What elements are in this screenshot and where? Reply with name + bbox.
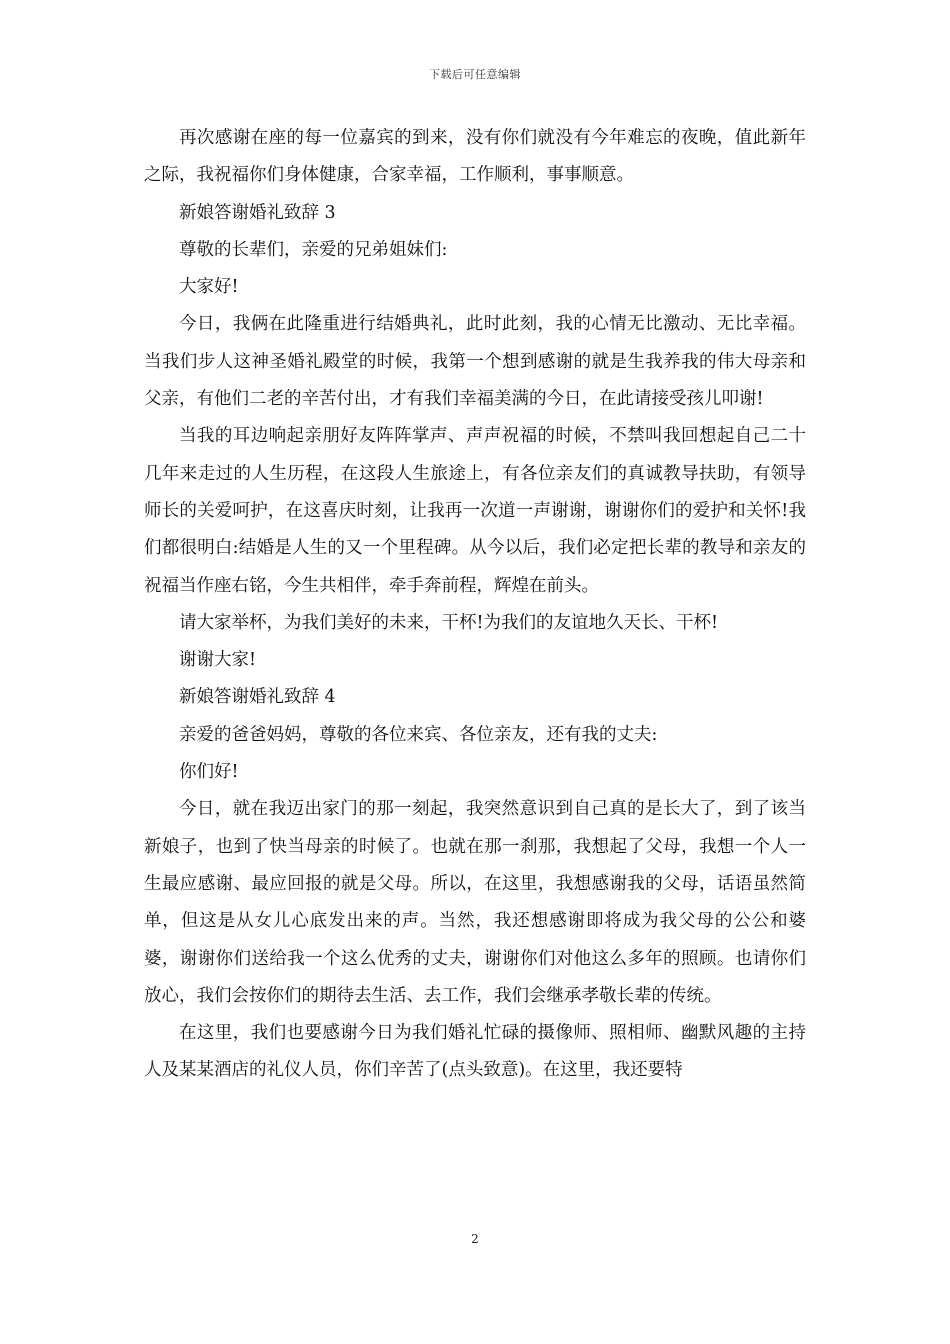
paragraph: 当我的耳边响起亲朋好友阵阵掌声、声声祝福的时候，不禁叫我回想起自己二十几年来走过的人生历程，在这段人生旅途上，有各位亲友们的真诚教导扶助，有领导师长的关爱呵护，在这喜庆时刻，让我再一次道一声谢谢，谢谢你们的爱护和关怀!我们都很明白:结婚是人生的又一个里程碑。从今以后，我们必定把长辈的教导和亲友的祝福当作座右铭，今生共相伴，牵手奔前程，辉煌在前头。 xyxy=(144,426,806,596)
salutation: 亲爱的爸爸妈妈，尊敬的各位来宾、各位亲友，还有我的丈夫: xyxy=(179,724,658,745)
document-body xyxy=(144,120,806,1090)
closing: 谢谢大家! xyxy=(179,650,257,671)
paragraph: 在这里，我们也要感谢今日为我们婚礼忙碌的摄像师、照相师、幽默风趣的主持人及某某酒店的礼仪人员，你们辛苦了(点头致意)。在这里，我还要特 xyxy=(144,1023,806,1081)
greeting: 你们好! xyxy=(179,762,239,783)
greeting: 大家好! xyxy=(179,277,239,298)
paragraph: 今日，我俩在此隆重进行结婚典礼，此时此刻，我的心情无比激动、无比幸福。当我们步人这神圣婚礼殿堂的时候，我第一个想到感谢的就是生我养我的伟大母亲和父亲，有他们二老的辛苦付出，才有我们幸福美满的今日，在此请接受孩儿叩谢! xyxy=(144,314,806,410)
page-number: 2 xyxy=(471,1232,479,1246)
section-heading: 新娘答谢婚礼致辞 3 xyxy=(179,202,336,223)
paragraph: 请大家举杯，为我们美好的未来，干杯!为我们的友谊地久天长、干杯! xyxy=(179,612,719,633)
salutation: 尊敬的长辈们，亲爱的兄弟姐妹们: xyxy=(179,239,448,260)
page-header: 下载后可任意编辑 xyxy=(429,68,521,81)
section-heading: 新娘答谢婚礼致辞 4 xyxy=(179,687,336,708)
paragraph: 再次感谢在座的每一位嘉宾的到来，没有你们就没有今年难忘的夜晚，值此新年之际，我祝福你们身体健康，合家幸福，工作顺利，事事顺意。 xyxy=(144,128,806,186)
paragraph: 今日，就在我迈出家门的那一刻起，我突然意识到自己真的是长大了，到了该当新娘子，也到了快当母亲的时候了。也就在那一刹那，我想起了父母，我想一个人一生最应感谢、最应回报的就是父母。所以，在这里，我想感谢我的父母，话语虽然简单，但这是从女儿心底发出来的声。当然，我还想感谢即将成为我父母的公公和婆婆，谢谢你们送给我一个这么优秀的丈夫，谢谢你们对他这么多年的照顾。也请你们放心，我们会按你们的期待去生活、去工作，我们会继承孝敬长辈的传统。 xyxy=(144,799,806,1006)
